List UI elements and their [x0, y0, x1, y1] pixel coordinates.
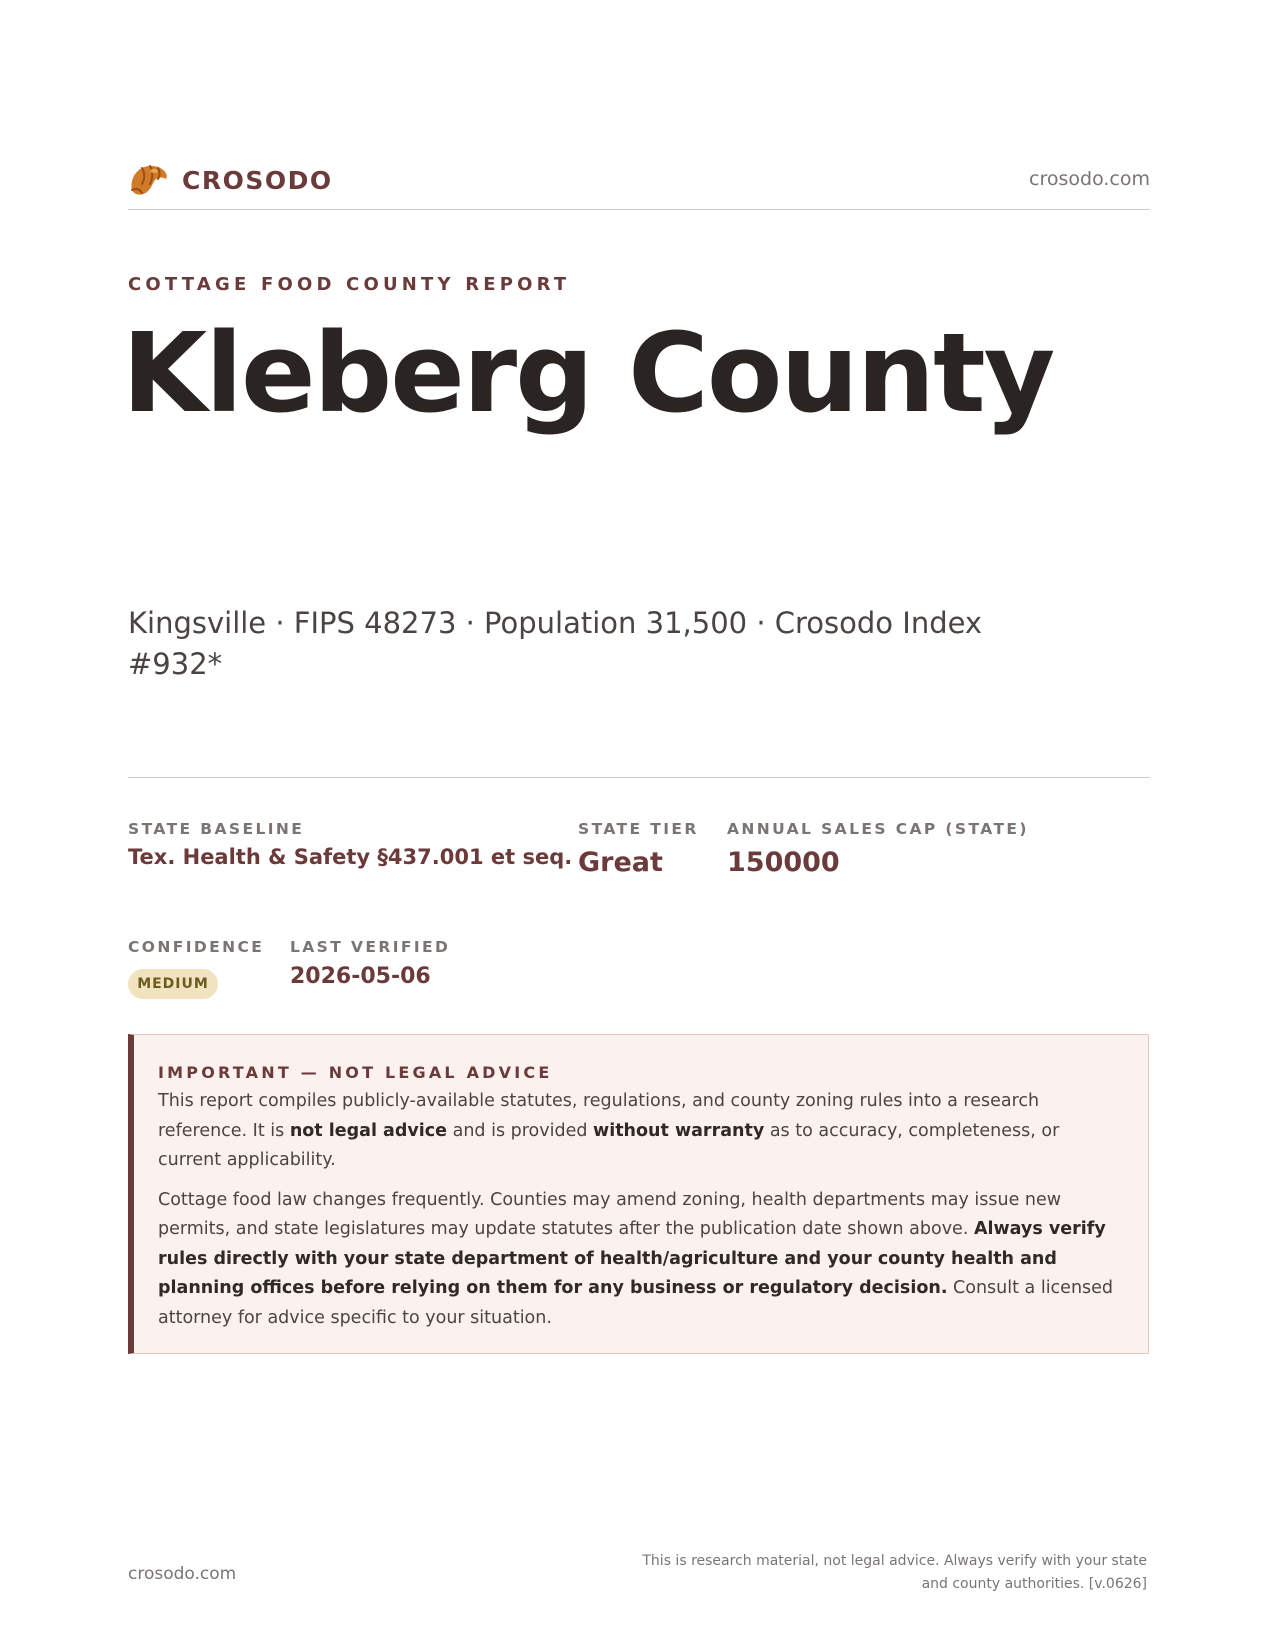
notice-paragraph: This report compiles publicly-available statutes, regulations, and county zoning rules into a research reference. It is not legal advice and is provided without warranty as to accuracy, completeness, or current applicability.: [158, 1091, 1060, 1170]
footer-disclaimer: This is research material, not legal advice. Always verify with your state and county authorities. [v.0626]: [642, 1553, 1147, 1592]
page-header: [128, 160, 1150, 210]
section-divider: [128, 777, 1150, 778]
state-tier-value: Great: [578, 847, 663, 878]
confidence-badge: MEDIUM: [128, 969, 218, 999]
notice-body: [158, 1087, 1118, 1343]
footer-site-url[interactable]: crosodo.com: [128, 1564, 237, 1584]
confidence-label: CONFIDENCE: [128, 938, 265, 956]
last-verified-label: LAST VERIFIED: [290, 938, 451, 956]
header-divider: [128, 209, 1150, 210]
brand-name: CROSODO: [182, 165, 333, 195]
state-baseline-label: STATE BASELINE: [128, 820, 305, 838]
sales-cap-label: ANNUAL SALES CAP (STATE): [727, 820, 1029, 838]
page-title: Kleberg County: [122, 309, 1054, 437]
legal-notice: [128, 1034, 1149, 1354]
report-eyebrow: COTTAGE FOOD COUNTY REPORT: [128, 274, 571, 295]
sales-cap-value: 150000: [727, 847, 840, 878]
site-url-link[interactable]: crosodo.com: [1029, 168, 1150, 190]
notice-title: IMPORTANT — NOT LEGAL ADVICE: [158, 1063, 553, 1082]
croissant-icon: [128, 160, 170, 200]
notice-paragraph: Cottage food law changes frequently. Counties may amend zoning, health departments may issue new permits, and state legislatures may update statutes after the publication date shown above. Always verify rules directly with your state department of health/agriculture and your county health and planning offices before relying on them for any business or regulatory decision. Consult a licensed attorney for advice specific to your situation.: [158, 1189, 1114, 1328]
last-verified-value: 2026-05-06: [290, 964, 431, 989]
brand[interactable]: [128, 160, 333, 200]
state-baseline-value: Tex. Health & Safety §437.001 et seq.: [128, 845, 573, 869]
county-summary: Kingsville · FIPS 48273 · Population 31,500 · Crosodo Index #932*: [128, 606, 983, 681]
state-tier-label: STATE TIER: [578, 820, 699, 838]
